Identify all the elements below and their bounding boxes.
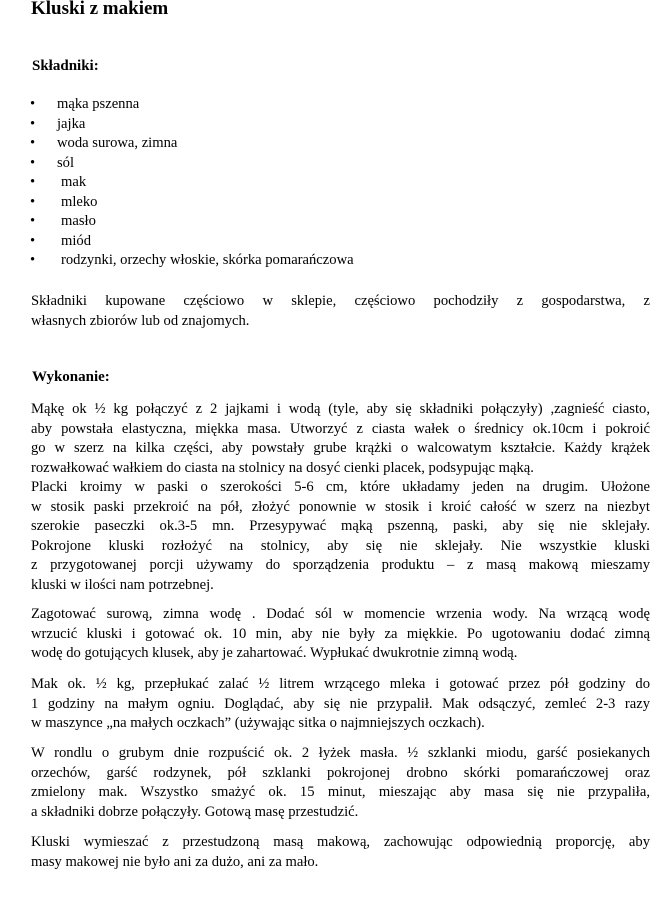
text-line: 1 godziny na małym ogniu. Doglądać, aby się nie przypalił. Mak odsączyć, zemleć 2-3 razy <box>31 695 650 712</box>
text-line: Kluski wymieszać z przestudzoną masą makową, zachowując odpowiednią proporcję, aby <box>31 834 650 850</box>
step-paragraph-dough <box>31 400 650 595</box>
list-item <box>30 193 354 213</box>
ingredient-text: jajka <box>57 115 86 132</box>
text-line: zmielony mak. Wszystko smażyć ok. 15 minut, mieszając aby masa się nie przypaliła, <box>31 784 650 800</box>
bullet-icon: • <box>30 135 36 151</box>
step-paragraph-poppy <box>31 675 650 734</box>
bullet-icon: • <box>30 96 36 112</box>
text-line: w stosik paski przekroić na pół, złożyć ponownie w stosik i kroić całość w szerz na niezbyt <box>31 498 650 515</box>
list-item <box>30 134 354 154</box>
ingredient-text: mak <box>61 174 87 190</box>
text-line: a składniki dobrze połączyły. Gotową masę przestudzić. <box>31 803 359 820</box>
ingredient-text: rodzynki, orzechy włoskie, skórka pomarańczowa <box>61 252 354 268</box>
list-item <box>30 232 354 252</box>
bullet-icon: • <box>30 232 36 249</box>
text-line: wrzucić kluski i gotować ok. 10 min, aby nie były za miękkie. Po ugotowaniu dodać zimną <box>31 625 650 642</box>
ingredient-text: miód <box>61 232 91 249</box>
text-line: z przygotowanej porcji używamy do sporządzenia produktu – z masą makową mieszamy <box>31 557 650 573</box>
text-line: masy makowej nie było ani za dużo, ani za mało. <box>31 853 319 870</box>
ingredient-text: masło <box>61 213 96 229</box>
ingredient-text: woda surowa, zimna <box>57 135 178 151</box>
step-paragraph-frying <box>31 744 650 822</box>
ingredient-text: sól <box>57 154 75 171</box>
list-item <box>30 251 354 271</box>
bullet-icon: • <box>30 213 36 229</box>
text-line: go w szerz na kilka części, aby powstały grube krążki o walcowatym kształcie. Każdy krążek <box>31 440 650 456</box>
text-line: Placki kroimy w paski o szerokości 5-6 cm, które układamy jeden na drugim. Ułożone <box>31 479 650 495</box>
list-item <box>30 95 354 115</box>
ingredients-heading: Składniki: <box>32 58 99 74</box>
text-line: W rondlu o grubym dnie rozpuścić ok. 2 łyżek masła. ½ szklanki miodu, garść posiekanych <box>31 745 650 761</box>
text-line: rozwałkować wałkiem do ciasta na stolnicy na dosyć cienki placek, podsypując mąką. <box>31 459 534 476</box>
list-item <box>30 115 354 135</box>
text-line: własnych zbiorów lub od znajomych. <box>31 312 250 329</box>
step-paragraph-mixing <box>31 833 650 872</box>
bullet-icon: • <box>30 174 36 190</box>
ingredients-list <box>30 95 354 271</box>
ingredient-text: mleko <box>61 193 98 210</box>
text-line: Mąkę ok ½ kg połączyć z 2 jajkami i wodą (tyle, aby się składniki połączyły) ,zagnieść ciasto, <box>31 401 650 417</box>
recipe-title: Kluski z makiem <box>31 0 169 19</box>
text-line: orzechów, garść rodzynek, pół szklanki pokrojonej drobno skórki pomarańczowej oraz <box>31 764 650 781</box>
bullet-icon: • <box>30 115 36 132</box>
text-line: Składniki kupowane częściowo w sklepie, częściowo pochodziły z gospodarstwa, z <box>31 293 650 309</box>
text-line: Pokrojone kluski rozłożyć na stolnicy, aby się nie sklejały. Nie wszystkie kluski <box>31 537 650 554</box>
step-paragraph-boiling <box>31 605 650 664</box>
list-item <box>30 154 354 174</box>
text-line: wodę do gotujących klusek, aby je zahartować. Wypłukać dwukrotnie zimną wodą. <box>31 645 518 661</box>
text-line: kluski w ilości nam potrzebnej. <box>31 576 214 593</box>
text-line: w maszynce „na małych oczkach” (używając sitka o najmniejszych oczkach). <box>31 715 485 731</box>
text-line: Zagotować surową, zimna wodę . Dodać sól w momencie wrzenia wody. Na wrzącą wodę <box>31 606 650 622</box>
source-note <box>31 292 650 331</box>
bullet-icon: • <box>30 154 36 171</box>
list-item <box>30 212 354 232</box>
ingredient-text: mąka pszenna <box>57 96 140 112</box>
text-line: szerokie paseczki ok.3-5 mn. Przesypywać mąką pszenną, paski, aby się nie sklejały. <box>31 518 650 534</box>
text-line: Mak ok. ½ kg, przepłukać zalać ½ litrem wrzącego mleka i gotować przez pół godziny do <box>31 676 650 692</box>
bullet-icon: • <box>30 252 36 268</box>
steps-heading: Wykonanie: <box>32 369 110 385</box>
bullet-icon: • <box>30 193 36 210</box>
list-item <box>30 173 354 193</box>
text-line: aby powstała elastyczna, miękka masa. Utworzyć z ciasta wałek o średnicy ok.10cm i pokroić <box>31 420 650 437</box>
